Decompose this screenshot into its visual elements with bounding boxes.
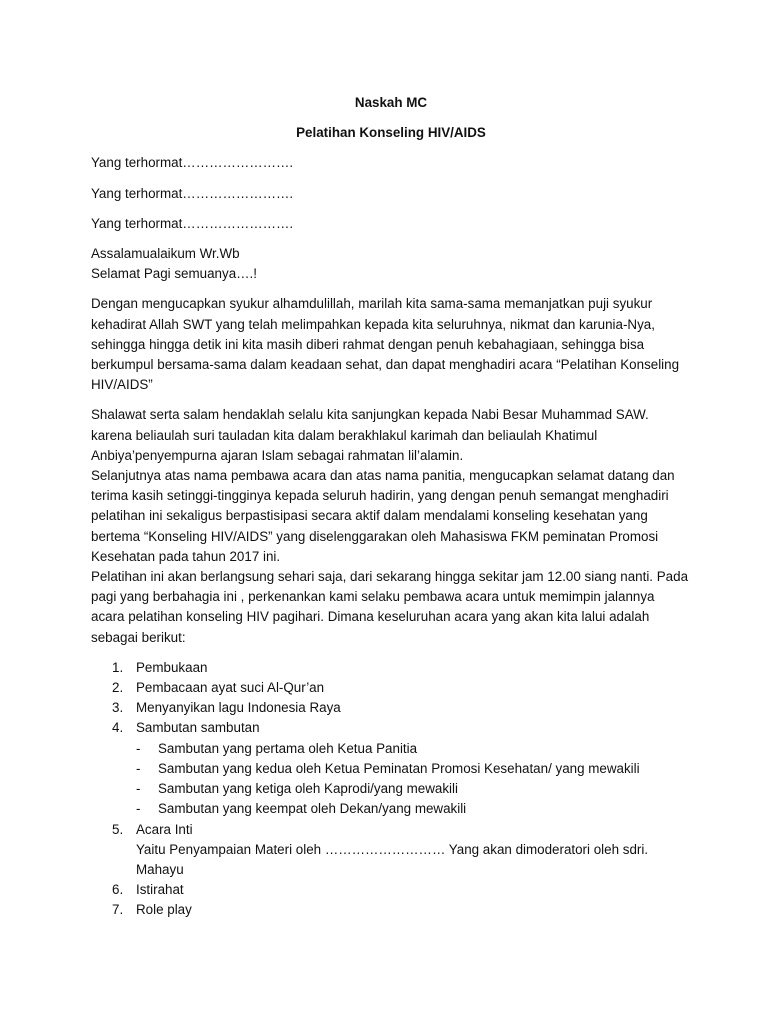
agenda-list [91, 658, 691, 921]
agenda-number: 4. [112, 720, 124, 736]
greeting-line: Assalamualaikum Wr.Wb [91, 246, 240, 262]
agenda-number: 1. [112, 659, 124, 675]
agenda-text: Istirahat [136, 882, 184, 898]
agenda-text: Sambutan sambutan [136, 720, 260, 736]
dash-bullet: - [136, 801, 141, 817]
agenda-text: Role play [136, 902, 192, 918]
sambutan-item [136, 799, 691, 819]
sambutan-sublist [136, 739, 691, 820]
agenda-text: Acara Inti [136, 821, 193, 837]
document-page [91, 93, 691, 921]
greeting-line: Selamat Pagi semuanya….! [91, 266, 257, 282]
agenda-number: 2. [112, 680, 124, 696]
agenda-item [91, 718, 691, 819]
agenda-item [91, 880, 691, 900]
paragraph-opening: Dengan mengucapkan syukur alhamdulillah, marilah kita sama-sama memanjatkan puji syukur kehadirat Allah SWT yang telah melimpahkan kepada kita seluruhnya, nikmat dan karunia-Nya, sehingga hingga detik ini kita masih diberi rahmat dengan penuh kebahagiaan, sehingga bisa berkumpul bersama-sama dalam keadaan sehat, dan dapat menghadiri acara “Pelatihan Konseling HIV/AIDS” [91, 296, 680, 393]
document-title: Naskah MC [354, 95, 428, 110]
agenda-item [91, 658, 691, 678]
agenda-number: 3. [112, 700, 124, 716]
acara-inti-detail: Yaitu Penyampaian Materi oleh ……………………… Yang akan dimoderatori oleh sdri. Mahayu [136, 841, 649, 877]
sambutan-text: Sambutan yang ketiga oleh Kaprodi/yang mewakili [158, 781, 458, 797]
agenda-number: 5. [112, 821, 124, 837]
agenda-text: Pembacaan ayat suci Al-Qur’an [136, 680, 325, 696]
sambutan-text: Sambutan yang kedua oleh Ketua Peminatan Promosi Kesehatan/ yang mewakili [158, 760, 640, 776]
paragraph-welcome: Selanjutnya atas nama pembawa acara dan atas nama panitia, mengucapkan selamat datang dan terima kasih setinggi-tingginya kepada seluruh hadirin, yang dengan penuh semangat menghadiri pelatihan ini sekaligus berpastisipasi secara aktif dalam mendalami konseling kesehatan yang bertema “Konseling HIV/AIDS” yang diselenggarakan oleh Mahasiswa FKM peminatan Promosi Kesehatan pada tahun 2017 ini. [91, 468, 675, 564]
dash-bullet: - [136, 760, 141, 776]
agenda-item [91, 678, 691, 698]
salutation-line: Yang terhormat……………………. [91, 215, 294, 231]
dash-bullet: - [136, 740, 141, 756]
paragraph-shalawat: Shalawat serta salam hendaklah selalu kita sanjungkan kepada Nabi Besar Muhammad SAW. karena beliaulah suri tauladan kita dalam berakhlakul karimah dan beliaulah Khatimul Anbiya’penyempurna ajaran Islam sebagai rahmatan lil’alamin. [91, 407, 649, 463]
dash-bullet: - [136, 781, 141, 797]
sambutan-item [136, 759, 691, 779]
salutation-line: Yang terhormat……………………. [91, 185, 294, 201]
sambutan-item [136, 739, 691, 759]
sambutan-text: Sambutan yang keempat oleh Dekan/yang mewakili [158, 801, 467, 817]
agenda-text: Pembukaan [136, 659, 208, 675]
sambutan-text: Sambutan yang pertama oleh Ketua Panitia [158, 740, 418, 756]
greeting-block [91, 244, 691, 284]
document-subtitle: Pelatihan Konseling HIV/AIDS [296, 125, 486, 141]
agenda-number: 7. [112, 902, 124, 918]
salutation-line: Yang terhormat……………………. [91, 155, 294, 171]
paragraph-agenda-intro: Pelatihan ini akan berlangsung sehari saja, dari sekarang hingga sekitar jam 12.00 siang nanti. Pada pagi yang berbahagia ini , perkenankan kami selaku pembawa acara untuk memimpin jalannya acara pelatihan konseling HIV pagihari. Dimana keseluruhan acara yang akan kita lalui adalah sebagai berikut: [91, 569, 689, 645]
sambutan-item [136, 779, 691, 799]
agenda-item [91, 820, 691, 881]
agenda-item [91, 900, 691, 920]
agenda-text: Menyanyikan lagu Indonesia Raya [136, 700, 341, 716]
agenda-item [91, 698, 691, 718]
agenda-number: 6. [112, 882, 124, 898]
